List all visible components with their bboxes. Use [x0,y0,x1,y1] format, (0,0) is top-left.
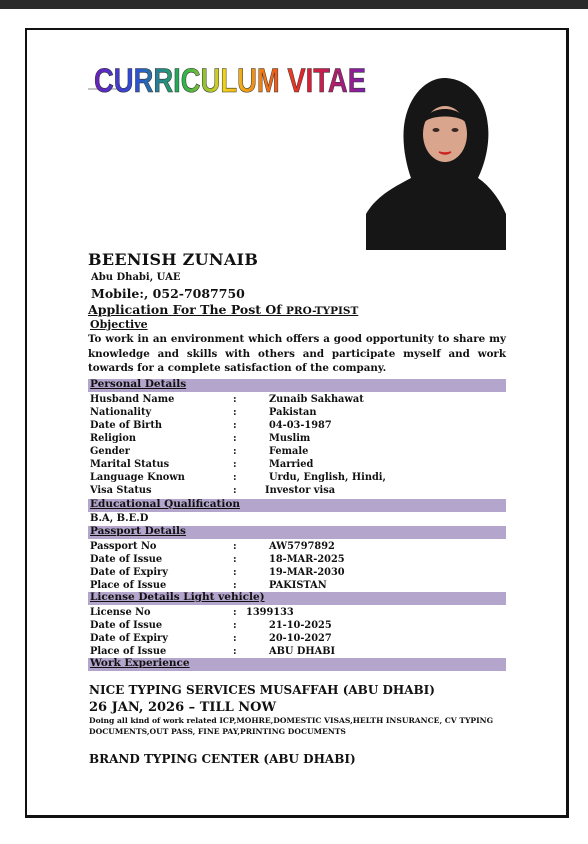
row-value: 04-03-1987 [269,420,332,431]
row-label: Marital Status [90,459,170,470]
row-label: Date of Issue [90,620,163,631]
row-value: 20-10-2027 [269,633,332,644]
personal-row [90,485,500,498]
row-value: Married [269,459,314,470]
license-row [90,633,500,646]
candidate-name: BEENISH ZUNAIB [88,250,259,269]
row-sep: : [233,541,237,552]
row-sep: : [233,485,237,496]
personal-row [90,407,500,420]
application-post: PRO-TYPIST [286,305,359,317]
row-sep: : [233,567,237,578]
job-company: BRAND TYPING CENTER (ABU DHABI) [89,752,356,766]
passport-details-bar [88,526,506,539]
row-value: Investor visa [265,485,336,496]
personal-row [90,459,500,472]
row-value: ABU DHABI [269,646,336,657]
license-row [90,607,500,620]
education-bar [88,499,506,512]
row-value: Zunaib Sakhawat [269,394,364,405]
title-text: CURRICULUM VITAE [94,62,366,100]
license-row [90,620,500,633]
job-dates: 26 JAN, 2026 – TILL NOW [89,700,277,715]
objective-text: To work in an environment which offers a good opportunity to share my knowledge and skills with others and participate myself and work towards for a complete satisfaction of the company. [88,333,506,374]
license-details-bar [88,592,506,605]
personal-details-bar [88,379,506,392]
row-label: Date of Birth [90,420,162,431]
row-label: Passport No [90,541,157,552]
work-experience-bar [88,658,506,671]
row-value: 1399133 [246,607,294,618]
education-heading: Educational Qualification [90,498,240,510]
curriculum-vitae-wordart [86,62,376,102]
candidate-mobile: Mobile:, 052-7087750 [91,286,245,301]
row-value: 21-10-2025 [269,620,332,631]
row-label: Place of Issue [90,646,167,657]
top-dark-strip [0,0,588,9]
personal-details-heading: Personal Details [90,378,187,390]
passport-row [90,567,500,580]
row-sep: : [233,554,237,565]
application-prefix: Application For The Post Of [88,302,287,317]
row-sep: : [233,646,237,657]
passport-row [90,541,500,554]
personal-row [90,472,500,485]
candidate-location: Abu Dhabi, UAE [91,272,181,283]
row-value: Muslim [269,433,311,444]
row-sep: : [233,407,237,418]
row-value: Female [269,446,309,457]
education-value: B.A, B.E.D [90,513,149,524]
row-sep: : [233,433,237,444]
row-sep: : [233,472,237,483]
row-value: PAKISTAN [269,580,327,591]
row-sep: : [233,394,237,405]
passport-row [90,554,500,567]
personal-row [90,394,500,407]
license-details-heading: License Details Light vehicle) [90,591,265,603]
row-value: Pakistan [269,407,317,418]
row-label: Husband Name [90,394,175,405]
row-value: 18-MAR-2025 [269,554,345,565]
row-sep: : [233,420,237,431]
row-sep: : [233,446,237,457]
row-label: Gender [90,446,130,457]
row-label: Nationality [90,407,152,418]
profile-photo [366,74,506,250]
row-sep: : [233,580,237,591]
row-label: Place of Issue [90,580,167,591]
personal-row [90,433,500,446]
row-label: License No [90,607,151,618]
job-description: Doing all kind of work related ICP,MOHRE,DOMESTIC VISAS,HELTH INSURANCE, CV TYPING DOCUMENTS,OUT PASS, FINE PAY,PRINTING DOCUMENTS [89,716,494,736]
row-value: Urdu, English, Hindi, [269,472,386,483]
row-label: Date of Issue [90,554,163,565]
row-value: 19-MAR-2030 [269,567,345,578]
row-sep: : [233,607,237,618]
personal-row [90,446,500,459]
work-experience-heading: Work Experience [90,657,190,669]
objective-heading: Objective [90,318,148,331]
row-sep: : [233,620,237,631]
passport-details-heading: Passport Details [90,525,186,537]
row-label: Language Known [90,472,185,483]
row-sep: : [233,633,237,644]
row-label: Date of Expiry [90,633,168,644]
row-label: Religion [90,433,137,444]
row-label: Date of Expiry [90,567,168,578]
row-label: Visa Status [90,485,152,496]
application-line [88,302,358,317]
job-company: NICE TYPING SERVICES MUSAFFAH (ABU DHABI) [89,683,435,697]
row-value: AW5797892 [269,541,335,552]
personal-row [90,420,500,433]
row-sep: : [233,459,237,470]
